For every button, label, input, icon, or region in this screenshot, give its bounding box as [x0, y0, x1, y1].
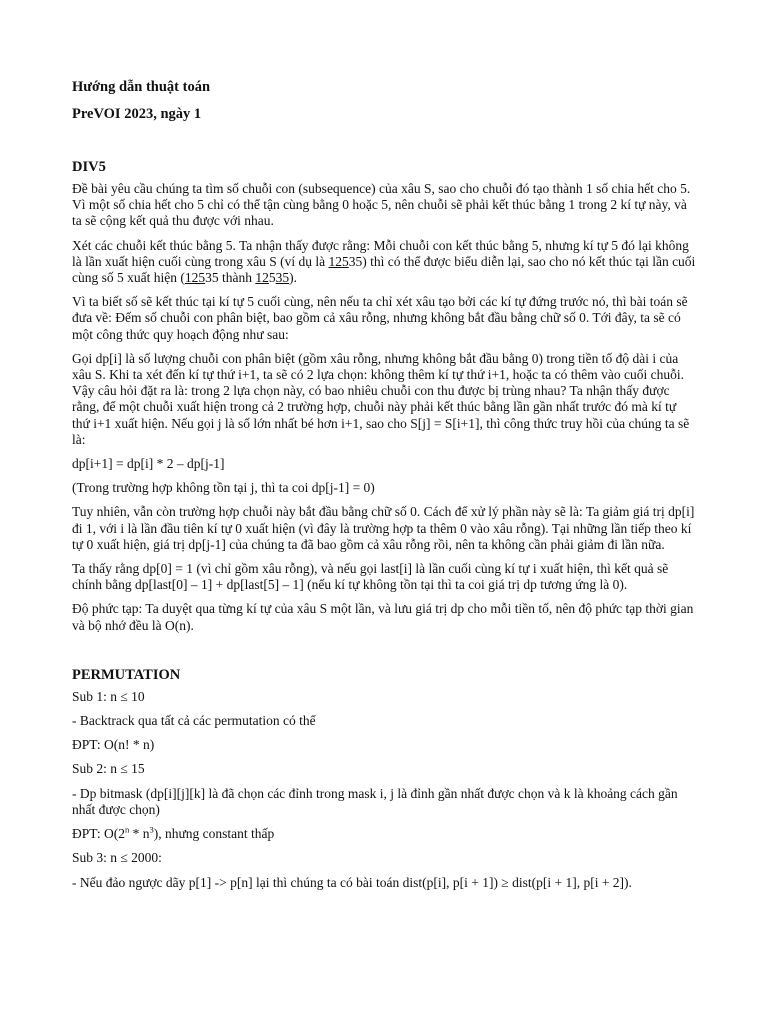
div5-paragraph-3: Vì ta biết số sẽ kết thúc tại kí tự 5 cuối cùng, nên nếu ta chỉ xét xâu tạo bởi các kí tự đứng trước nó, thì bài toán sẽ đưa về: Đếm số chuỗi con phân biệt, bao gồm cả xâu rỗng, nhưng không bắt đầu bằng chữ số 0. Tới đây, ta sẽ có một công thức quy hoạch động như sau:	[72, 294, 688, 342]
sub3-title: Sub 3: n ≤ 2000:	[72, 850, 162, 866]
div5-heading: DIV5	[72, 159, 106, 175]
div5-paragraph-5: Tuy nhiên, vẫn còn trường hợp chuỗi này bắt đầu bằng chữ số 0. Cách để xử lý phần này sẽ là: Ta giảm giá trị dp[i] đi 1, với i là lần đầu tiên kí tự 0 xuất hiện (vì đây là trường hợp ta thêm 0 vào xâu rỗng). Tại những lần tiếp theo kí tự 0 xuất hiện, giá trị dp[j-1] của chúng ta đã bao gồm cả xâu rỗng rồi, nên ta không cần phải giảm đi lần nữa.	[72, 504, 695, 552]
sub2-description: - Dp bitmask (dp[i][j][k] là đã chọn các đỉnh trong mask i, j là đỉnh gần nhất được chọn và k là khoảng cách gần nhất được chọn)	[72, 785, 678, 817]
div5-paragraph-2: Xét các chuỗi kết thúc bằng 5. Ta nhận thấy được rằng: Mỗi chuỗi con kết thúc bằng 5, nhưng kí tự 5 đó lại không là lần xuất hiện cuối cùng trong xâu S (ví dụ là 12535) thì có thể được biểu diễn lại, sao cho nó kết thúc tại lần cuối cùng số 5 xuất hiện (12535 thành 12535).	[72, 237, 696, 286]
sub1-complexity: ĐPT: O(n! * n)	[72, 737, 155, 753]
sub3-description: - Nếu đảo ngược dãy p[1] -> p[n] lại thì chúng ta có bài toán dist(p[i], p[i + 1]) ≥ dist(p[i + 1], p[i + 2]).	[72, 874, 632, 890]
div5-paragraph-1: Đề bài yêu cầu chúng ta tìm số chuỗi con (subsequence) của xâu S, sao cho chuỗi đó tạo thành 1 số chia hết cho 5. Vì một số chia hết cho 5 chỉ có thể tận cùng bằng 0 hoặc 5, nên chuỗi sẽ phải kết thúc bằng 1 trong 2 kí tự này, và ta sẽ cộng kết quả thu được với nhau.	[72, 181, 691, 229]
sub2-complexity: ĐPT: $O(2^n * n^3)$, nhưng constant thấp	[72, 824, 275, 842]
sub1-title: Sub 1: n ≤ 10	[72, 688, 145, 704]
sub2-title: Sub 2: n ≤ 15	[72, 761, 145, 777]
document-title: Hướng dẫn thuật toán	[72, 79, 211, 95]
div5-paragraph-4: Gọi dp[i] là số lượng chuỗi con phân biệt (gồm xâu rỗng, nhưng không bắt đầu bằng 0) trong tiền tố độ dài i của xâu S. Khi ta xét đến kí tự thứ i+1, ta sẽ có 2 lựa chọn: không thêm kí tự thứ i+1, hoặc ta có thêm vào cuối chuỗi. Vậy câu hỏi đặt ra là: trong 2 lựa chọn này, có bao nhiêu chuỗi con thu được bị trùng nhau? Ta nhận thấy được rằng, để một chuỗi xuất hiện trong cả 2 trường hợp, chuỗi này phải kết thúc bằng lần gần nhất trước đó mà kí tự thứ i+1 xuất hiện. Nếu gọi j là số lớn nhất bé hơn i+1, sao cho S[j] = S[i+1], thì công thức truy hồi của chúng ta sẽ là:	[72, 350, 690, 447]
permutation-heading: PERMUTATION	[72, 666, 181, 683]
div5-note: (Trong trường hợp không tồn tại j, thì ta coi dp[j-1] = 0)	[72, 480, 375, 496]
div5-complexity: Độ phức tạp: Ta duyệt qua từng kí tự của xâu S một lần, và lưu giá trị dp cho mỗi tiền tố, nên độ phức tạp thời gian và bộ nhớ đều là O(n).	[72, 601, 694, 633]
sub1-description: - Backtrack qua tất cả các permutation có thể	[72, 713, 316, 729]
div5-formula: dp[i+1] = dp[i] * 2 – dp[j-1]	[72, 456, 225, 472]
div5-paragraph-6: Ta thấy rằng dp[0] = 1 (vì chỉ gồm xâu rỗng), và nếu gọi last[i] là lần cuối cùng kí tự i xuất hiện, thì kết quả sẽ chính bằng dp[last[0] – 1] + dp[last[5] – 1] (nếu kí tự không tồn tại thì ta coi giá trị dp tương ứng là 0).	[72, 561, 669, 593]
document-subtitle: PreVOI 2023, ngày 1	[72, 106, 202, 122]
